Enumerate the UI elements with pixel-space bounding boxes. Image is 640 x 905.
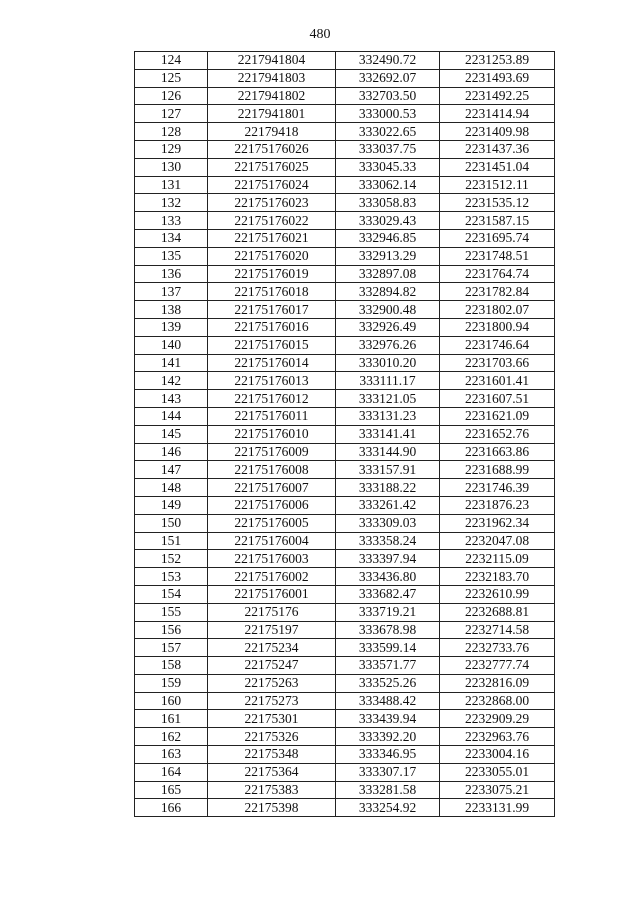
y-coordinate-cell: 2231764.74 — [440, 265, 555, 283]
point-id-cell: 22175398 — [208, 799, 336, 817]
point-id-cell: 22175176008 — [208, 461, 336, 479]
y-coordinate-cell: 2231409.98 — [440, 123, 555, 141]
y-coordinate-cell: 2231437.36 — [440, 140, 555, 158]
point-id-cell: 22175176015 — [208, 336, 336, 354]
table-row — [135, 461, 555, 479]
point-id-cell: 22175176023 — [208, 194, 336, 212]
x-coordinate-cell: 333000.53 — [336, 105, 440, 123]
table-row — [135, 390, 555, 408]
row-index-cell: 138 — [135, 301, 208, 319]
row-index-cell: 148 — [135, 479, 208, 497]
y-coordinate-cell: 2232733.76 — [440, 639, 555, 657]
x-coordinate-cell: 333682.47 — [336, 585, 440, 603]
point-id-cell: 2217941803 — [208, 69, 336, 87]
table-row — [135, 123, 555, 141]
table-row — [135, 265, 555, 283]
table-row — [135, 657, 555, 675]
x-coordinate-cell: 332894.82 — [336, 283, 440, 301]
table-row — [135, 496, 555, 514]
table-row — [135, 354, 555, 372]
y-coordinate-cell: 2231746.39 — [440, 479, 555, 497]
x-coordinate-cell: 333439.94 — [336, 710, 440, 728]
x-coordinate-cell: 333488.42 — [336, 692, 440, 710]
row-index-cell: 137 — [135, 283, 208, 301]
x-coordinate-cell: 332490.72 — [336, 52, 440, 70]
x-coordinate-cell: 333261.42 — [336, 496, 440, 514]
table-row — [135, 372, 555, 390]
point-id-cell: 22175176012 — [208, 390, 336, 408]
point-id-cell: 22175263 — [208, 674, 336, 692]
row-index-cell: 131 — [135, 176, 208, 194]
row-index-cell: 135 — [135, 247, 208, 265]
table-row — [135, 52, 555, 70]
x-coordinate-cell: 333346.95 — [336, 746, 440, 764]
x-coordinate-cell: 333010.20 — [336, 354, 440, 372]
point-id-cell: 22175176004 — [208, 532, 336, 550]
x-coordinate-cell: 333188.22 — [336, 479, 440, 497]
row-index-cell: 147 — [135, 461, 208, 479]
y-coordinate-cell: 2233004.16 — [440, 746, 555, 764]
point-id-cell: 22175176018 — [208, 283, 336, 301]
table-row — [135, 158, 555, 176]
point-id-cell: 22175176 — [208, 603, 336, 621]
point-id-cell: 2217941802 — [208, 87, 336, 105]
x-coordinate-cell: 333307.17 — [336, 763, 440, 781]
table-row — [135, 639, 555, 657]
y-coordinate-cell: 2231800.94 — [440, 318, 555, 336]
x-coordinate-cell: 333599.14 — [336, 639, 440, 657]
table-row — [135, 283, 555, 301]
y-coordinate-cell: 2232714.58 — [440, 621, 555, 639]
y-coordinate-cell: 2232777.74 — [440, 657, 555, 675]
x-coordinate-cell: 332976.26 — [336, 336, 440, 354]
row-index-cell: 141 — [135, 354, 208, 372]
point-id-cell: 22175364 — [208, 763, 336, 781]
table-row — [135, 176, 555, 194]
point-id-cell: 22175273 — [208, 692, 336, 710]
table-row — [135, 87, 555, 105]
y-coordinate-cell: 2232963.76 — [440, 728, 555, 746]
point-id-cell: 22175176006 — [208, 496, 336, 514]
point-id-cell: 22175176009 — [208, 443, 336, 461]
y-coordinate-cell: 2231962.34 — [440, 514, 555, 532]
y-coordinate-cell: 2232868.00 — [440, 692, 555, 710]
y-coordinate-cell: 2232610.99 — [440, 585, 555, 603]
row-index-cell: 149 — [135, 496, 208, 514]
x-coordinate-cell: 333037.75 — [336, 140, 440, 158]
point-id-cell: 22175176007 — [208, 479, 336, 497]
y-coordinate-cell: 2231587.15 — [440, 212, 555, 230]
point-id-cell: 22175176024 — [208, 176, 336, 194]
point-id-cell: 22175176001 — [208, 585, 336, 603]
y-coordinate-cell: 2231451.04 — [440, 158, 555, 176]
row-index-cell: 153 — [135, 568, 208, 586]
row-index-cell: 158 — [135, 657, 208, 675]
row-index-cell: 125 — [135, 69, 208, 87]
point-id-cell: 22175247 — [208, 657, 336, 675]
point-id-cell: 22175176010 — [208, 425, 336, 443]
y-coordinate-cell: 2232047.08 — [440, 532, 555, 550]
table-row — [135, 603, 555, 621]
x-coordinate-cell: 333062.14 — [336, 176, 440, 194]
point-id-cell: 22175234 — [208, 639, 336, 657]
table-row — [135, 336, 555, 354]
x-coordinate-cell: 333029.43 — [336, 212, 440, 230]
point-id-cell: 22179418 — [208, 123, 336, 141]
table-row — [135, 247, 555, 265]
x-coordinate-cell: 333058.83 — [336, 194, 440, 212]
row-index-cell: 156 — [135, 621, 208, 639]
x-coordinate-cell: 333436.80 — [336, 568, 440, 586]
y-coordinate-cell: 2231695.74 — [440, 229, 555, 247]
row-index-cell: 128 — [135, 123, 208, 141]
row-index-cell: 144 — [135, 407, 208, 425]
table-row — [135, 194, 555, 212]
y-coordinate-cell: 2232909.29 — [440, 710, 555, 728]
table-row — [135, 69, 555, 87]
coordinates-table — [134, 51, 555, 817]
point-id-cell: 22175176014 — [208, 354, 336, 372]
table-row — [135, 568, 555, 586]
table-row — [135, 781, 555, 799]
table-row — [135, 407, 555, 425]
x-coordinate-cell: 332926.49 — [336, 318, 440, 336]
point-id-cell: 22175326 — [208, 728, 336, 746]
y-coordinate-cell: 2233055.01 — [440, 763, 555, 781]
x-coordinate-cell: 333397.94 — [336, 550, 440, 568]
point-id-cell: 22175301 — [208, 710, 336, 728]
x-coordinate-cell: 333571.77 — [336, 657, 440, 675]
y-coordinate-cell: 2231746.64 — [440, 336, 555, 354]
point-id-cell: 22175176017 — [208, 301, 336, 319]
point-id-cell: 22175176011 — [208, 407, 336, 425]
x-coordinate-cell: 333358.24 — [336, 532, 440, 550]
x-coordinate-cell: 333254.92 — [336, 799, 440, 817]
y-coordinate-cell: 2231493.69 — [440, 69, 555, 87]
table-row — [135, 443, 555, 461]
row-index-cell: 129 — [135, 140, 208, 158]
y-coordinate-cell: 2231607.51 — [440, 390, 555, 408]
row-index-cell: 124 — [135, 52, 208, 70]
row-index-cell: 146 — [135, 443, 208, 461]
point-id-cell: 22175176026 — [208, 140, 336, 158]
x-coordinate-cell: 332913.29 — [336, 247, 440, 265]
point-id-cell: 22175176003 — [208, 550, 336, 568]
x-coordinate-cell: 332692.07 — [336, 69, 440, 87]
row-index-cell: 161 — [135, 710, 208, 728]
y-coordinate-cell: 2231535.12 — [440, 194, 555, 212]
point-id-cell: 22175176013 — [208, 372, 336, 390]
row-index-cell: 142 — [135, 372, 208, 390]
table-row — [135, 746, 555, 764]
y-coordinate-cell: 2232688.81 — [440, 603, 555, 621]
row-index-cell: 154 — [135, 585, 208, 603]
table-row — [135, 425, 555, 443]
point-id-cell: 22175176019 — [208, 265, 336, 283]
point-id-cell: 22175176025 — [208, 158, 336, 176]
y-coordinate-cell: 2231688.99 — [440, 461, 555, 479]
table-row — [135, 692, 555, 710]
x-coordinate-cell: 333131.23 — [336, 407, 440, 425]
point-id-cell: 22175176022 — [208, 212, 336, 230]
x-coordinate-cell: 332897.08 — [336, 265, 440, 283]
y-coordinate-cell: 2232183.70 — [440, 568, 555, 586]
row-index-cell: 145 — [135, 425, 208, 443]
row-index-cell: 143 — [135, 390, 208, 408]
table-row — [135, 728, 555, 746]
row-index-cell: 159 — [135, 674, 208, 692]
y-coordinate-cell: 2231748.51 — [440, 247, 555, 265]
x-coordinate-cell: 333111.17 — [336, 372, 440, 390]
y-coordinate-cell: 2231414.94 — [440, 105, 555, 123]
y-coordinate-cell: 2231601.41 — [440, 372, 555, 390]
table-row — [135, 799, 555, 817]
table-row — [135, 674, 555, 692]
table-row — [135, 318, 555, 336]
table-row — [135, 140, 555, 158]
y-coordinate-cell: 2231703.66 — [440, 354, 555, 372]
x-coordinate-cell: 332946.85 — [336, 229, 440, 247]
y-coordinate-cell: 2231663.86 — [440, 443, 555, 461]
point-id-cell: 22175348 — [208, 746, 336, 764]
row-index-cell: 140 — [135, 336, 208, 354]
x-coordinate-cell: 333022.65 — [336, 123, 440, 141]
row-index-cell: 132 — [135, 194, 208, 212]
x-coordinate-cell: 333157.91 — [336, 461, 440, 479]
row-index-cell: 127 — [135, 105, 208, 123]
table-row — [135, 532, 555, 550]
x-coordinate-cell: 333392.20 — [336, 728, 440, 746]
y-coordinate-cell: 2231621.09 — [440, 407, 555, 425]
x-coordinate-cell: 333719.21 — [336, 603, 440, 621]
table-row — [135, 621, 555, 639]
point-id-cell: 22175176005 — [208, 514, 336, 532]
point-id-cell: 22175383 — [208, 781, 336, 799]
x-coordinate-cell: 332900.48 — [336, 301, 440, 319]
table-row — [135, 212, 555, 230]
row-index-cell: 136 — [135, 265, 208, 283]
x-coordinate-cell: 333525.26 — [336, 674, 440, 692]
x-coordinate-cell: 333141.41 — [336, 425, 440, 443]
table-row — [135, 763, 555, 781]
row-index-cell: 165 — [135, 781, 208, 799]
row-index-cell: 163 — [135, 746, 208, 764]
row-index-cell: 151 — [135, 532, 208, 550]
row-index-cell: 130 — [135, 158, 208, 176]
row-index-cell: 157 — [135, 639, 208, 657]
table-row — [135, 585, 555, 603]
row-index-cell: 155 — [135, 603, 208, 621]
x-coordinate-cell: 333678.98 — [336, 621, 440, 639]
x-coordinate-cell: 333281.58 — [336, 781, 440, 799]
point-id-cell: 22175176016 — [208, 318, 336, 336]
row-index-cell: 164 — [135, 763, 208, 781]
y-coordinate-cell: 2231512.11 — [440, 176, 555, 194]
y-coordinate-cell: 2231876.23 — [440, 496, 555, 514]
row-index-cell: 150 — [135, 514, 208, 532]
y-coordinate-cell: 2232115.09 — [440, 550, 555, 568]
point-id-cell: 22175197 — [208, 621, 336, 639]
point-id-cell: 2217941804 — [208, 52, 336, 70]
y-coordinate-cell: 2233075.21 — [440, 781, 555, 799]
table-row — [135, 710, 555, 728]
y-coordinate-cell: 2231802.07 — [440, 301, 555, 319]
point-id-cell: 22175176002 — [208, 568, 336, 586]
row-index-cell: 166 — [135, 799, 208, 817]
row-index-cell: 134 — [135, 229, 208, 247]
y-coordinate-cell: 2231652.76 — [440, 425, 555, 443]
y-coordinate-cell: 2231782.84 — [440, 283, 555, 301]
x-coordinate-cell: 333144.90 — [336, 443, 440, 461]
table-row — [135, 229, 555, 247]
page-number: 480 — [309, 27, 331, 42]
row-index-cell: 160 — [135, 692, 208, 710]
row-index-cell: 126 — [135, 87, 208, 105]
point-id-cell: 22175176020 — [208, 247, 336, 265]
y-coordinate-cell: 2233131.99 — [440, 799, 555, 817]
table-row — [135, 301, 555, 319]
x-coordinate-cell: 333121.05 — [336, 390, 440, 408]
row-index-cell: 133 — [135, 212, 208, 230]
row-index-cell: 162 — [135, 728, 208, 746]
table-row — [135, 514, 555, 532]
x-coordinate-cell: 332703.50 — [336, 87, 440, 105]
row-index-cell: 152 — [135, 550, 208, 568]
x-coordinate-cell: 333045.33 — [336, 158, 440, 176]
point-id-cell: 22175176021 — [208, 229, 336, 247]
y-coordinate-cell: 2231492.25 — [440, 87, 555, 105]
row-index-cell: 139 — [135, 318, 208, 336]
x-coordinate-cell: 333309.03 — [336, 514, 440, 532]
y-coordinate-cell: 2232816.09 — [440, 674, 555, 692]
table-row — [135, 550, 555, 568]
table-row — [135, 479, 555, 497]
y-coordinate-cell: 2231253.89 — [440, 52, 555, 70]
point-id-cell: 2217941801 — [208, 105, 336, 123]
table-row — [135, 105, 555, 123]
coordinates-table-body — [135, 52, 555, 817]
